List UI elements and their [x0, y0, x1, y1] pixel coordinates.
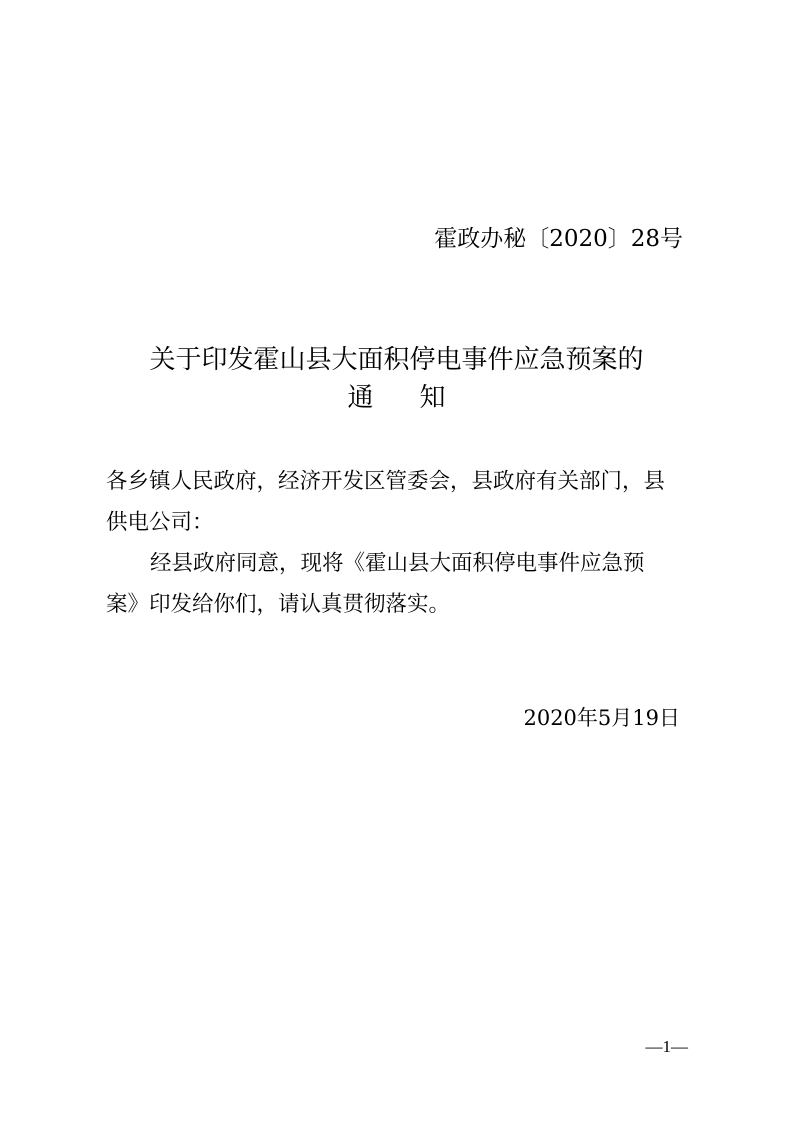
page-number: —1— — [645, 1037, 688, 1056]
salutation-line: 各乡镇人民政府，经济开发区管委会，县政府有关部门，县 — [106, 469, 666, 494]
issue-date: 2020年5月19日 — [523, 706, 680, 730]
body-paragraph-line: 经县政府同意，现将《霍山县大面积停电事件应急预 — [150, 551, 645, 576]
document-title: 关于印发霍山县大面积停电事件应急预案的 — [149, 345, 644, 375]
body-paragraph-line: 案》印发给你们，请认真贯彻落实。 — [106, 592, 451, 617]
document-number: 霍政办秘〔2020〕28号 — [434, 226, 683, 252]
document-title-notice: 通知 — [347, 383, 492, 413]
salutation-line: 供电公司： — [106, 510, 214, 535]
